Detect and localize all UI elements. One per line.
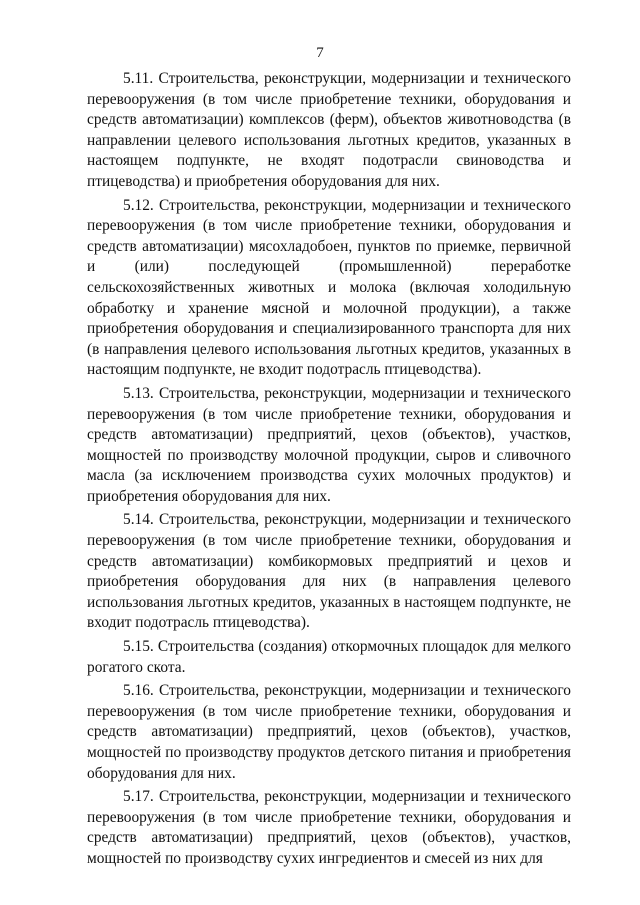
paragraph-5-13: 5.13. Строительства, реконструкции, модернизации и технического перевооружения (в том числе приобретение техники, оборудования и средств автоматизации) предприятий, цехов (объектов), участков, мощностей по производству молочной продукции, сыров и сливочного масла (за исключением производства сухих молочных продуктов) и приобретения оборудования для них. [87, 384, 571, 505]
paragraph-5-11: 5.11. Строительства, реконструкции, модернизации и технического перевооружения (в том числе приобретение техники, оборудования и средств автоматизации) комплексов (ферм), объектов животноводства (в направлении целевого использования льготных кредитов, указанных в настоящем подпункте, не входят подотрасли свиноводства и птицеводства) и приобретения оборудования для них. [87, 70, 571, 190]
paragraph-5-17: 5.17. Строительства, реконструкции, модернизации и технического перевооружения (в том числе приобретение техники, оборудования и средств автоматизации) предприятий, цехов (объектов), участков, мощностей по производству сухих ингредиентов и смесей из них для [87, 788, 571, 867]
paragraph-5-15: 5.15. Строительства (создания) откормочных площадок для мелкого рогатого скота. [87, 638, 571, 676]
paragraph-5-16: 5.16. Строительства, реконструкции, модернизации и технического перевооружения (в том числе приобретение техники, оборудования и средств автоматизации) предприятий, цехов (объектов), участков, мощностей по производству продуктов детского питания и приобретения оборудования для них. [87, 682, 571, 782]
paragraph-5-12: 5.12. Строительства, реконструкции, модернизации и технического перевооружения (в том числе приобретение техники, оборудования и средств автоматизации) мясохладобоен, пунктов по приемке, первичной и (или) последующей (промышленной) переработке сельскохозяйственных животных и молока (включая холодильную обработку и хранение мясной и молочной продукции), а также приобретения оборудования и специализированного транспорта для них (в направления целевого использования льготных кредитов, указанных в настоящим подпункте, не входит подотрасль птицеводства). [87, 196, 571, 379]
page-number: 7 [316, 45, 324, 61]
paragraph-5-14: 5.14. Строительства, реконструкции, модернизации и технического перевооружения (в том числе приобретение техники, оборудования и средств автоматизации) комбикормовых предприятий и цехов и приобретения оборудования для них (в направления целевого использования льготных кредитов, указанных в настоящем подпункте, не входит подотрасль птицеводства). [87, 511, 571, 632]
document-body [87, 69, 571, 870]
